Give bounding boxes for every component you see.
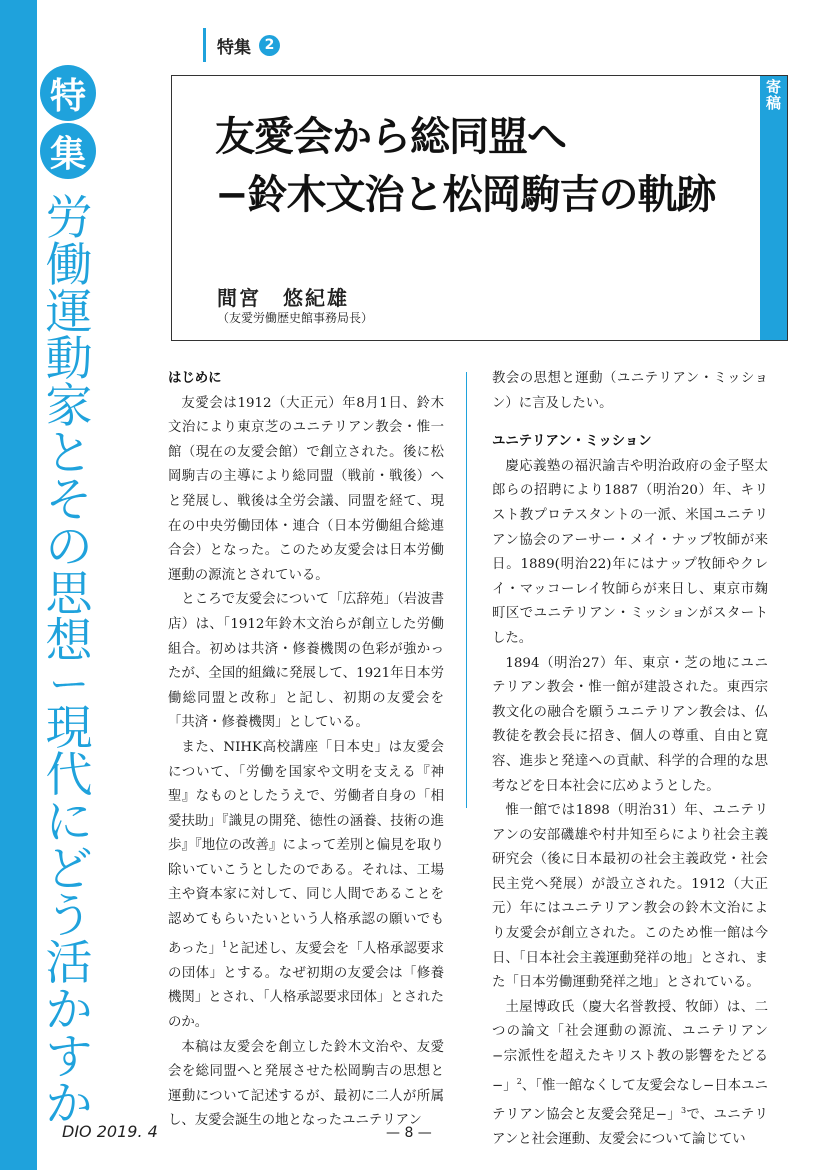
heading-intro: はじめに [168,371,222,386]
vtitle-char: 運 [45,285,93,340]
vtitle-char: 働 [45,238,93,293]
spacer [492,416,768,430]
paragraph: ところで友愛会について「広辞苑」（岩波書店）は、「1912年鈴木文治らが創立した労働組合。初めは共済・修養機関の色彩が強かったが、全国的組織に発展して、1921年日本労働総同盟と改称」と記し、初期の友愛会を「共済・修養機関」としている。 [168,592,444,731]
vtitle-char: 労 [45,191,93,246]
paragraph [168,736,444,1036]
badge-toku: 特 [40,65,96,121]
column-divider [466,372,467,808]
paragraph: 惟一館では1898（明治31）年、ユニテリアンの安部磯雄や村井知至らにより社会主義研究会（後に日本最初の社会主義政党・社会民主党へ発展）が設立された。1912（大正元）年にはユニテリアン教会の鈴木文治により友愛会が創立された。このため惟一館は今日、「日本社会主義運動発祥の地」とされ、また「日本労働運動発祥之地」とされている。 [492,803,768,991]
contribution-tag-char: 稿 [765,94,781,112]
heading-unitarian: ユニテリアン・ミッション [492,434,652,450]
vtitle-char: 代 [45,748,93,803]
contribution-tag-char: 寄 [765,78,781,96]
vtitle-char: に [45,795,93,850]
section-label [203,28,280,62]
article-title [215,108,716,224]
right-column [492,367,768,1152]
title-box [171,75,788,341]
paragraph-text: 土屋博政氏（慶大名誉教授、牧師）は、二つの論文「社会運動の源流、ユニテリアン−宗派性を超えたキリスト教の影響をたどる−」 [492,999,768,1094]
paragraph: 教会の思想と運動（ユニテリアン・ミッション）に言及したい。 [492,371,768,411]
paragraph: 本稿は友愛会を創立した鈴木文治や、友愛会を総同盟へと発展させた松岡駒吉の思想と運動について記述するが、最初に二人が所属し、友愛会誕生の地となったユニテリアン [168,1039,444,1129]
badge-shu: 集 [40,123,96,179]
vtitle-char: 想 [45,614,93,669]
section-number-badge: 2 [259,35,280,56]
issue-label: DIO 2019. 4 [62,1122,158,1141]
paragraph-text: 、「惟一館なくして友愛会なし−日本ユニテリアン協会と友愛会発足−」 [492,1078,768,1123]
vtitle-char: と [45,426,93,481]
vtitle-char: 現 [45,701,93,756]
vtitle-char: う [45,889,93,944]
section-label-text: 特集 [217,37,251,58]
left-column [168,367,444,1134]
author-name: 間宮 悠紀雄 [217,286,349,310]
vtitle-char: か [45,1077,93,1132]
vtitle-char: そ [45,473,93,528]
vtitle-char: 家 [45,379,93,434]
paragraph: 慶応義塾の福沢諭吉や明治政府の金子堅太郎らの招聘により1887（明治20）年、キリスト教プロテスタントの一派、米国ユニテリアン協会のアーサー・メイ・ナップ牧師が来日。1889(明治22)年にはナップ牧師やクレイ・マッコーレイ牧師らが来日し、東京市麹町区でユニテリアン・ミッションがスタートした。 [492,458,768,646]
article-title-line2: −鈴木文治と松岡駒吉の軌跡 [215,171,716,218]
vtitle-char: 活 [45,936,93,991]
vtitle-char: 動 [45,332,93,387]
vtitle-char: ど [45,842,93,897]
paragraph-text: で、ユニテリアンと社会運動、友愛会について論じてい [492,1107,769,1147]
vtitle-char: ー [49,662,89,708]
footnote-ref: 2 [516,1076,522,1086]
vtitle-char: の [45,520,93,575]
paragraph-text: また、NIHK高校講座「日本史」は友愛会について、｢労働を国家や文明を支える『神聖』なものとしたうえで、労働者自身の「相愛扶助」『識見の開発、徳性の涵養、技術の進歩』『地位の改善』によって差別と偏見を取り除いていこうとしたのである。それは、工場主や資本家に対して、同じ人間であることを認めてもらいたいという人格承認の願いでもあった」 [168,739,444,957]
page-number: — 8 — [386,1125,432,1141]
contribution-tag [760,76,787,340]
left-accent-bar [0,0,37,1170]
paragraph [492,996,768,1153]
article-title-line1: 友愛会から総同盟へ [215,113,566,160]
footnote-ref: 3 [681,1105,687,1115]
paragraph: 友愛会は1912（大正元）年8月1日、鈴木文治により東京芝のユニテリアン教会・惟一館（現在の友愛会館）で創立された。後に松岡駒吉の主導により総同盟（戦前・戦後）へと発展し、戦後は全労会議、同盟を経て、現在の中央労働団体・連合（日本労働組合総連合会）となった。このため友愛会は日本労働運動の源流とされている。 [168,395,444,583]
vtitle-char: す [45,1030,93,1085]
paragraph-text: と記述し、友愛会を「人格承認要求の団体」とする。なぜ初期の友愛会は「修養機関」とされ、「人格承認要求団体」とされたのか。 [168,941,444,1030]
footnote-ref: 1 [222,939,228,949]
vertical-feature-title [38,191,100,1132]
vtitle-char: 思 [45,567,93,622]
author-affiliation: （友愛労働歴史館事務局長） [217,311,374,325]
vtitle-char: か [45,983,93,1038]
paragraph: 1894（明治27）年、東京・芝の地にユニテリアン教会・惟一館が建設された。東西宗教文化の融合を願うユニテリアン教会は、仏教徒を教会長に招き、個人の尊重、自由と寛容、進歩と発達への貢献、科学的合理的な思考などを日本社会に広めようとした。 [492,655,768,794]
